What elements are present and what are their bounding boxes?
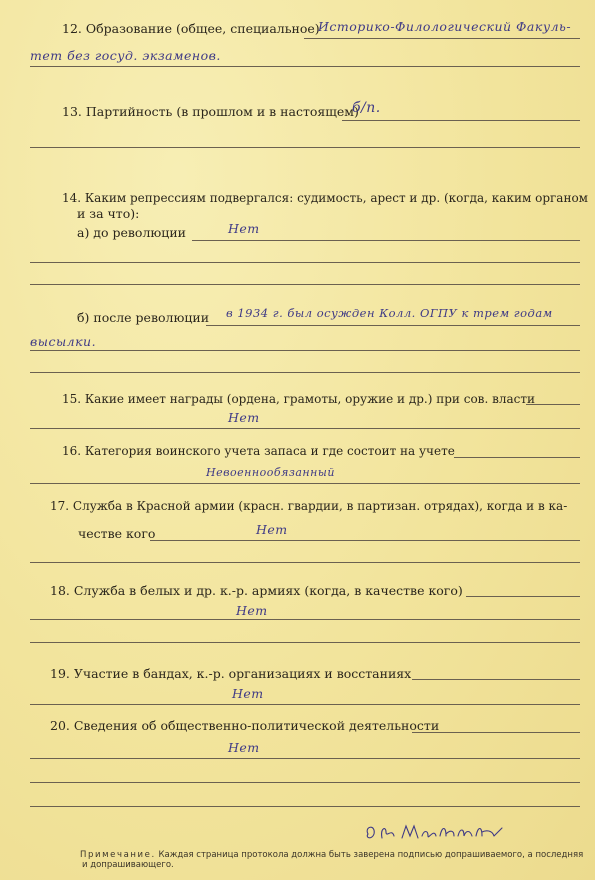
q15-rule-2 [30,428,580,429]
q14-label-line1: 14. Каким репрессиям подвергался: судимость, арест и др. (когда, каким органом [62,191,589,205]
q19-rule-1 [412,679,580,680]
q14a-rule-2 [30,262,580,263]
q18-label: 18. Служба в белых и др. к.-р. армиях (когда, в качестве кого) [50,583,463,598]
q20-label: 20. Сведения об общественно-политической деятельности [50,718,440,733]
q15-label: 15. Какие имеет награды (ордена, грамоты, оружие и др.) при сов. власти [62,392,535,406]
q20-answer: Нет [228,740,260,755]
q14b-rule-1 [206,325,580,326]
q12-answer-line1: Историко-Филологический Факуль- [318,19,572,34]
footnote-lead: Примечание. [80,850,156,860]
footnote-text-line1: Каждая страница протокола должна быть заверена подписью допрашиваемого, а последняя [158,850,584,860]
q15-rule-1 [526,404,580,405]
q17-answer: Нет [256,522,288,537]
q18-rule-1 [466,596,580,597]
q13-rule-2 [30,147,580,148]
footnote [80,850,583,870]
q13-label: 13. Партийность (в прошлом и в настоящем) [62,104,359,119]
q16-rule-2 [30,483,580,484]
q20-rule-1 [412,732,580,733]
q15-answer: Нет [228,410,260,425]
q12-rule-2 [30,66,580,67]
q14b-answer-line2: высылки. [30,334,97,349]
signature [362,820,512,848]
q17-rule-1 [150,540,580,541]
q13-rule-1 [342,120,580,121]
q17-rule-2 [30,562,580,563]
q14-label-line2: и за что): [77,206,140,221]
q14a-answer: Нет [228,221,260,236]
q19-label: 19. Участие в бандах, к.-р. организациях и восстаниях [50,666,412,681]
q19-rule-2 [30,704,580,705]
q14a-rule-3 [30,284,580,285]
q13-answer: б/п. [352,100,381,116]
q14b-label: б) после революции [77,310,210,325]
q20-rule-2 [30,758,580,759]
q12-answer-line2: тет без госуд. экзаменов. [30,48,221,63]
q17-label-line1: 17. Служба в Красной армии (красн. гвардии, в партизан. отрядах), когда и в ка- [50,499,568,513]
q14a-label: а) до революции [77,225,186,240]
q20-rule-3 [30,782,580,783]
q14b-rule-2 [30,350,580,351]
q19-answer: Нет [232,686,264,701]
q18-rule-3 [30,642,580,643]
q20-rule-4 [30,806,580,807]
q18-rule-2 [30,619,580,620]
q12-label: 12. Образование (общее, специальное) [62,21,320,36]
q12-rule-1 [304,38,580,39]
q14a-rule-1 [192,240,580,241]
q16-rule-1 [454,457,580,458]
q14b-answer-line1: в 1934 г. был осужден Колл. ОГПУ к трем годам [226,306,553,320]
q18-answer: Нет [236,603,268,618]
q17-label-line2: честве кого [78,526,156,541]
q16-answer: Невоеннообязанный [206,466,335,479]
footnote-text-line2: и допрашивающего. [82,860,174,870]
q14b-rule-3 [30,372,580,373]
q16-label: 16. Категория воинского учета запаса и где состоит на учете [62,444,455,458]
